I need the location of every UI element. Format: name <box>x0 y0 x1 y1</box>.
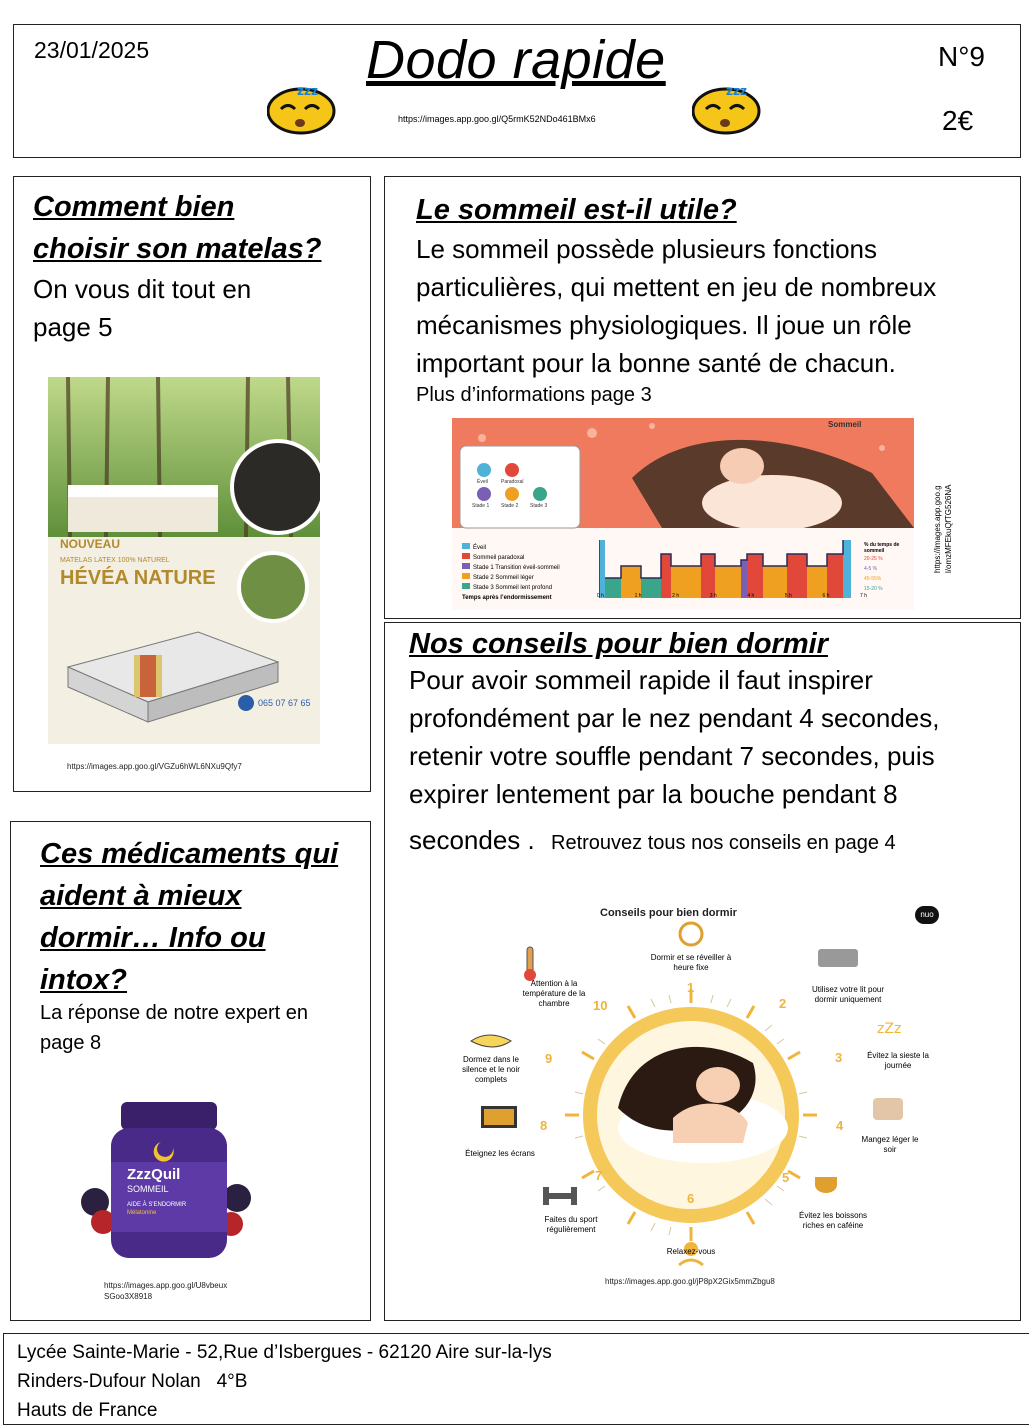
tip-text-5: Évitez les boissons riches en caféine <box>798 1211 868 1230</box>
issue-date: 23/01/2025 <box>34 37 150 63</box>
sleep-text-line3: mécanismes physiologiques. Il joue un rôle <box>416 310 912 340</box>
legend-item: Stade 2 Sommeil léger <box>462 573 602 583</box>
stage-label-eveil: Éveil <box>477 479 488 485</box>
stage-label-stade3: Stade 3 <box>530 503 548 509</box>
ad-sub-label: MATELAS LATEX 100% NATUREL <box>60 557 170 564</box>
tips-text-line3: retenir votre souffle pendant 7 secondes, puis <box>409 741 935 771</box>
legend-item: Stade 3 Sommeil lent profond <box>462 583 602 593</box>
legend-item: Sommeil paradoxal <box>462 553 602 563</box>
price: 2€ <box>942 105 974 136</box>
hypnogram-hours <box>597 593 867 599</box>
sleep-image-url: https://images.app.goo.g l/omzMFEkuQfTG526NA <box>933 484 953 573</box>
tip-text-2: Utilisez votre lit pour dormir uniquement <box>811 985 885 1004</box>
tip-number-8: 8 <box>540 1118 548 1133</box>
tip-number-9: 9 <box>545 1051 553 1066</box>
legend-item: Temps après l’endormissement <box>462 595 552 601</box>
medication-heading-line1: Ces médicaments qui <box>40 838 339 870</box>
tips-text-line4: expirer lentement par la bouche pendant 8 <box>409 779 898 809</box>
tip-text-7: Faites du sport régulièrement <box>544 1215 598 1234</box>
sleep-heading: Le sommeil est-il utile? <box>416 194 737 226</box>
mattress-heading-line1: Comment bien <box>33 191 235 223</box>
legend-item: Stade 1 Transition éveil-sommeil <box>462 563 602 573</box>
tip-text-8: Éteignez les écrans <box>465 1149 535 1158</box>
tips-more: Retrouvez tous nos conseils en page 4 <box>551 832 896 854</box>
percent-value: 15-20 % <box>864 586 883 592</box>
mattress-ad-image <box>48 377 320 744</box>
sleep-legend <box>462 543 602 603</box>
hour-tick: 4 h <box>747 593 755 599</box>
tips-heading: Nos conseils pour bien dormir <box>409 628 828 660</box>
legend-item: Éveil <box>462 543 602 553</box>
footer-region: Hauts de France <box>17 1400 158 1421</box>
stage-label-paradoxal: Paradoxal <box>501 479 524 485</box>
stage-label-stade1: Stade 1 <box>472 503 490 509</box>
tips-text-line2: profondément par le nez pendant 4 secondes, <box>409 703 940 733</box>
ad-new-label: NOUVEAU <box>60 537 121 551</box>
ad-phone: 065 07 67 65 <box>258 698 311 708</box>
title-image-url: https://images.app.goo.gl/Q5rmK52NDo461BMx6 <box>398 114 596 124</box>
hour-tick: 0 h <box>597 593 604 599</box>
product-claim: AIDE À S'ENDORMIR <box>127 1202 187 1208</box>
svg-text:zZz: zZz <box>877 1021 902 1037</box>
mattress-heading-line2: choisir son matelas? <box>33 233 322 265</box>
tip-text-6: Relaxez-vous <box>666 1247 716 1256</box>
issue-number: N°9 <box>938 41 985 72</box>
tips-article <box>384 622 1021 1321</box>
ad-brand: HÉVÉA NATURE <box>60 567 216 589</box>
mattress-article <box>13 176 371 792</box>
tip-number-7: 7 <box>595 1168 603 1183</box>
hour-tick: 3 h <box>709 593 717 599</box>
sleep-text-line1: Le sommeil possède plusieurs fonctions <box>416 234 878 264</box>
sleep-article <box>384 176 1021 619</box>
tip-number-2: 2 <box>779 996 787 1011</box>
hour-tick: 1 h <box>634 593 642 599</box>
percent-value: 20-25 % <box>864 556 883 562</box>
hypnogram <box>599 540 869 600</box>
sleep-infographic <box>452 418 914 610</box>
sleep-text-line2: particulières, qui mettent en jeu de nombreux <box>416 272 937 302</box>
tip-text-9: Dormez dans le silence et le noir complets <box>462 1055 520 1084</box>
tip-number-1: 1 <box>687 980 695 995</box>
percent-value: 45-55% <box>864 576 882 582</box>
percent-header: % du temps de sommeil <box>864 542 900 554</box>
medication-heading-line3: dormir… Info ou <box>40 922 266 954</box>
tip-number-6: 6 <box>687 1191 695 1206</box>
tip-text-4: Mangez léger le soir <box>861 1135 919 1154</box>
mattress-text-line2: page 5 <box>33 312 113 342</box>
stage-label-stade2: Stade 2 <box>501 503 519 509</box>
footer-author: Rinders-Dufour Nolan 4°B <box>17 1371 248 1392</box>
mattress-text-line1: On vous dit tout en <box>33 274 252 304</box>
tip-text-3: Évitez la sieste la journée <box>867 1051 929 1070</box>
tips-image-url: https://images.app.goo.gl/jP8pX2Gix5mmZbgu8 <box>605 1277 775 1286</box>
medication-article <box>10 821 371 1321</box>
medication-text-line1: La réponse de notre expert en <box>40 1002 308 1024</box>
product-name: SOMMEIL <box>127 1184 169 1194</box>
tips-infographic-title: Conseils pour bien dormir <box>600 907 737 919</box>
newspaper-title: Dodo rapide <box>366 30 666 90</box>
tip-number-4: 4 <box>836 1118 844 1133</box>
hour-tick: 7 h <box>860 593 867 599</box>
tip-number-3: 3 <box>835 1050 843 1065</box>
hour-tick: 5 h <box>784 593 792 599</box>
product-ingredient: Mélatonine <box>127 1210 157 1216</box>
sleeping-face-icon <box>267 81 337 135</box>
hour-tick: 6 h <box>822 593 830 599</box>
sleep-more-info: Plus d’informations page 3 <box>416 384 652 406</box>
tips-infographic <box>443 893 963 1293</box>
hour-tick: 2 h <box>672 593 680 599</box>
medication-heading-line2: aident à mieux <box>40 880 242 912</box>
percent-value: 4-5 % <box>864 566 878 572</box>
product-brand: ZzzQuil <box>127 1166 181 1183</box>
tips-text-line5: secondes . <box>409 825 535 855</box>
tip-text-1: Dormir et se réveiller à heure fixe <box>650 953 732 972</box>
footer-address: Lycée Sainte-Marie - 52,Rue d’Isbergues - 62120 Aire sur-la-lys <box>17 1342 552 1363</box>
svg-text:zzz: zzz <box>297 84 318 98</box>
medication-text-line2: page 8 <box>40 1032 102 1054</box>
footer <box>3 1333 1029 1425</box>
medication-heading-line4: intox? <box>40 964 127 996</box>
percent-column <box>864 542 912 594</box>
svg-text:zzz: zzz <box>726 84 747 98</box>
masthead <box>13 24 1021 158</box>
sleep-text-line4: important pour la bonne santé de chacun. <box>416 348 896 378</box>
tips-text-line1: Pour avoir sommeil rapide il faut inspirer <box>409 665 873 695</box>
sleep-infographic-title: Sommeil <box>828 420 862 429</box>
tip-number-10: 10 <box>593 998 608 1013</box>
tip-text-10: Attention à la température de la chambre <box>522 979 586 1008</box>
sleeping-face-icon <box>692 81 762 135</box>
zzzquil-product-image <box>81 1102 251 1262</box>
mattress-image-url: https://images.app.goo.gl/VGZu6hWL6NXu9Qfy7 <box>67 762 242 771</box>
nuo-logo: nuo <box>915 906 939 924</box>
tip-number-5: 5 <box>782 1170 790 1185</box>
medication-image-url: https://images.app.goo.gl/U8vbeux SGoo3X8918 <box>104 1281 228 1301</box>
